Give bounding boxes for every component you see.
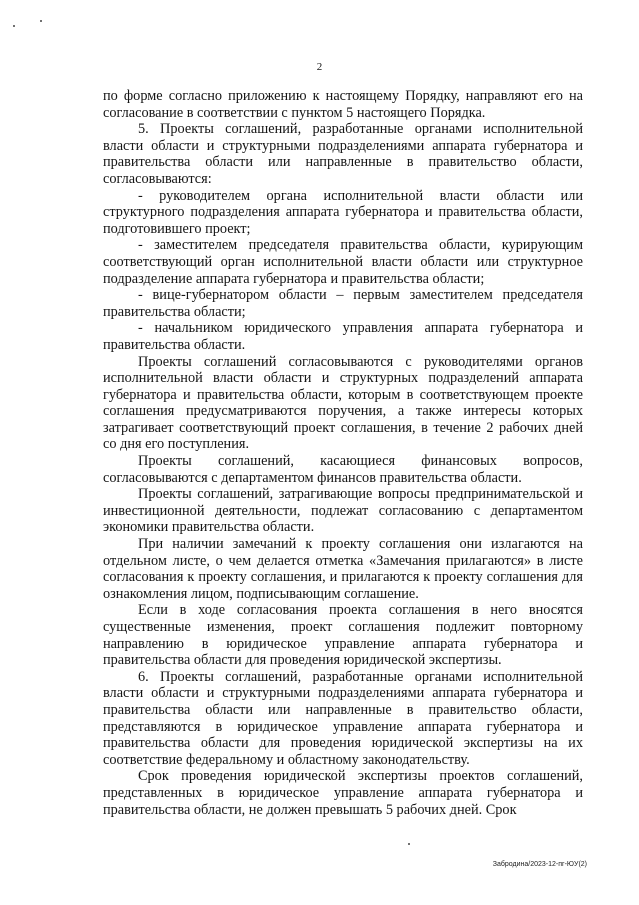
paragraph: 5. Проекты соглашений, разработанные органами исполнительной власти области и структурными подразделениями аппарата губернатора и правительства области или направленные в правительство области, согласовываются: [103,121,583,187]
page-number: 2 [316,61,323,73]
paragraph: Проекты соглашений, касающиеся финансовых вопросов, согласовываются с департаментом финансов правительства области. [103,453,583,486]
paragraph: 6. Проекты соглашений, разработанные органами исполнительной власти области и структурными подразделениями аппарата губернатора и правительства области или направленные в правительство области, представляются в юридическое управление аппарата губернатора и правительства области для проведения юридической экспертизы на их соответствие федеральному и областному законодательству. [103,668,583,768]
list-item: - начальником юридического управления аппарата губернатора и правительства области. [103,320,583,353]
scan-speck [13,25,15,27]
paragraph: Срок проведения юридической экспертизы проектов соглашений, представленных в юридическое управление аппарата губернатора и правительства области, не должен превышать 5 рабочих дней. Срок [103,768,583,818]
list-item: - руководителем органа исполнительной власти области или структурного подразделения аппарата губернатора и правительства области, подготовившего проект; [103,187,583,237]
paragraph: Если в ходе согласования проекта соглашения в него вносятся существенные изменения, проект соглашения подлежит повторному направлению в юридическое управление аппарата губернатора и правительства области для проведения юридической экспертизы. [103,602,583,669]
paragraph: При наличии замечаний к проекту соглашения они излагаются на отдельном листе, о чем делается отметка «Замечания прилагаются» в листе согласования к проекту соглашения, и прилагаются к проекту соглашения для ознакомления лицом, подписывающим соглашение. [103,536,583,602]
list-item: - вице-губернатором области – первым заместителем председателя правительства области; [103,287,583,320]
paragraph: по форме согласно приложению к настоящему Порядку, направляют его на согласование в соответствии с пунктом 5 настоящего Порядка. [103,88,583,121]
footer-code: Забродина/2023-12-пг-ЮУ(2) [492,861,587,868]
paragraph: Проекты соглашений, затрагивающие вопросы предпринимательской и инвестиционной деятельности, подлежат согласованию с департаментом экономики правительства области. [103,486,583,536]
paragraph: Проекты соглашений согласовываются с руководителями органов исполнительной власти области и структурных подразделений аппарата губернатора и правительства области, которым в соответствующем проекте соглашения предусматриваются поручения, а также интересы которых затрагивает соответствующий проект соглашения, в течение 2 рабочих дней со дня его поступления. [103,353,583,453]
scan-speck [408,843,410,845]
document-body [103,88,583,818]
list-item: - заместителем председателя правительства области, курирующим соответствующий орган исполнительной власти области или структурное подразделение аппарата губернатора и правительства области; [103,237,583,287]
scan-speck [40,20,42,22]
